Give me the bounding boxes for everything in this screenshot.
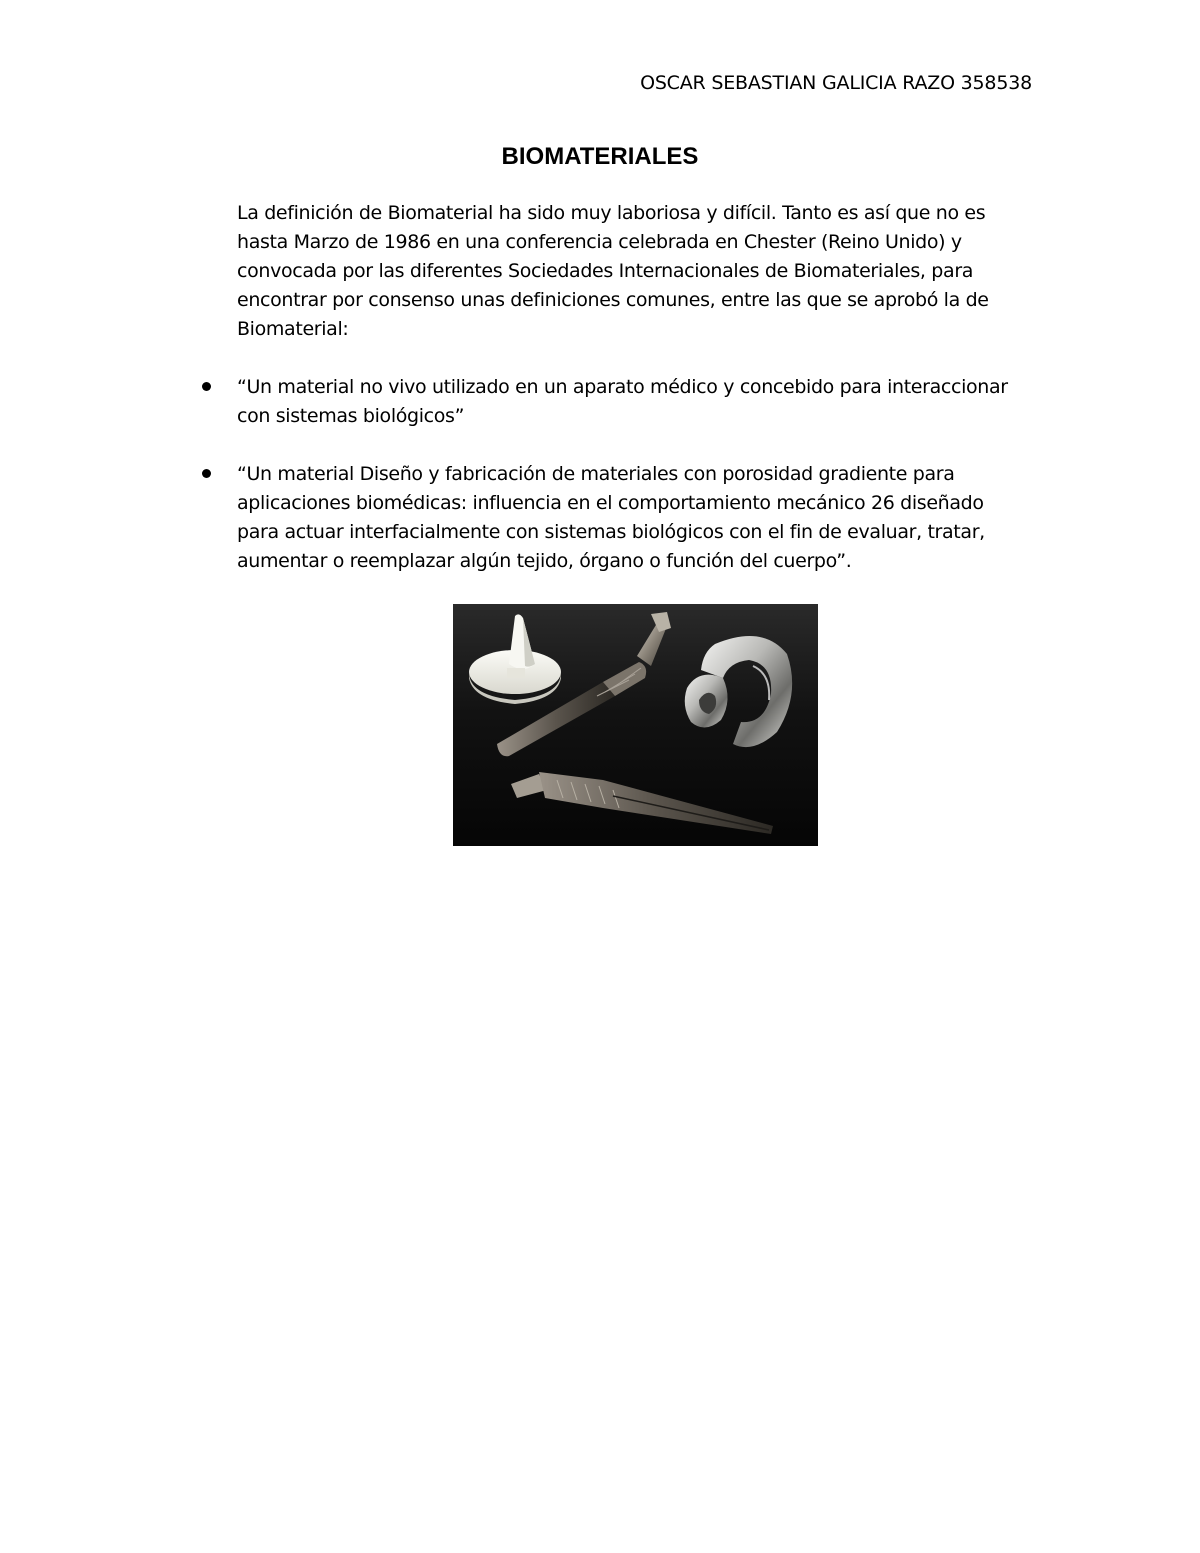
author-header: OSCAR SEBASTIAN GALICIA RAZO 358538: [640, 72, 1032, 94]
list-item: [0, 373, 1027, 431]
list-item: [0, 460, 1027, 576]
intro-paragraph: La definición de Biomaterial ha sido muy laboriosa y difícil. Tanto es así que no es hasta Marzo de 1986 en una conferencia celebrada en Chester (Reino Unido) y convocada por las diferentes Sociedades Internacionales de Biomateriales, para encontrar por consenso unas definiciones comunes, entre las que se aprobó la de Biomaterial:: [237, 202, 989, 340]
bullet-icon: [202, 469, 211, 478]
list-item-text: “Un material Diseño y fabricación de materiales con porosidad gradiente para aplicaciones biomédicas: influencia en el comportamiento mecánico 26 diseñado para actuar interfacialmente con sistemas biológicos con el fin de evaluar, tratar, aumentar o reemplazar algún tejido, órgano o función del cuerpo”.: [237, 463, 985, 572]
list-item-text: “Un material no vivo utilizado en un aparato médico y concebido para interaccionar con sistemas biológicos”: [237, 376, 1008, 427]
definition-list: [0, 373, 1200, 605]
implants-image: [453, 604, 818, 846]
page-title: BIOMATERIALES: [501, 143, 699, 170]
bullet-icon: [202, 382, 211, 391]
